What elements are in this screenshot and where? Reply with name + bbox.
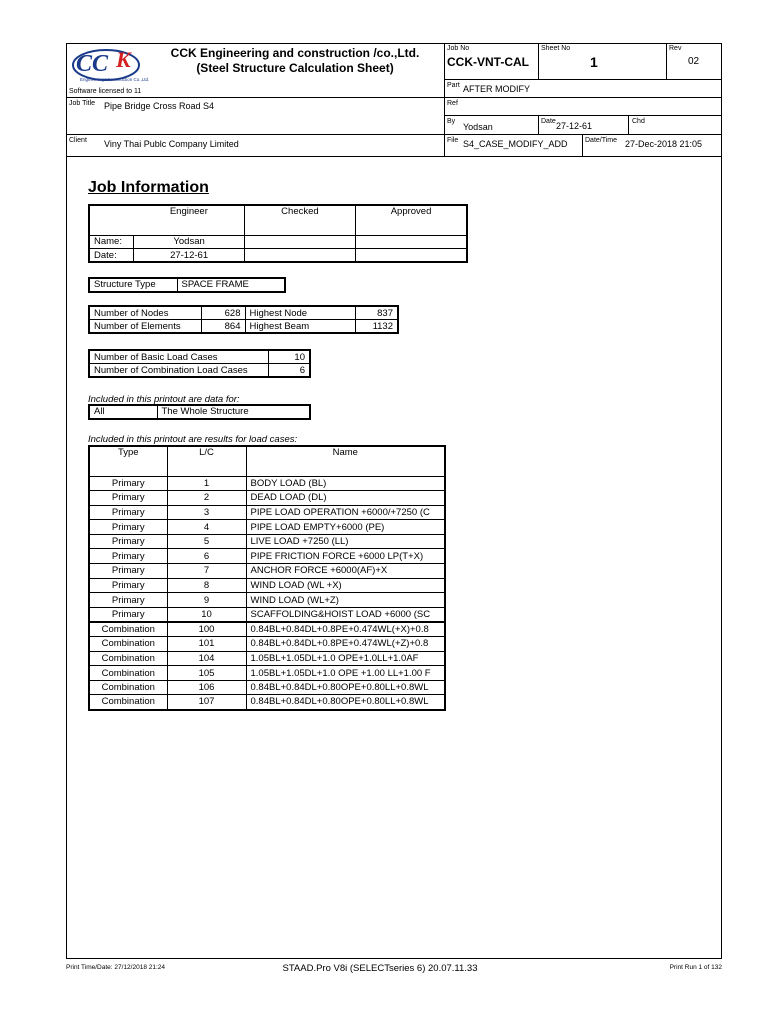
lc-type: Combination bbox=[89, 666, 167, 681]
lc-number: 101 bbox=[167, 637, 246, 652]
data-caption: Included in this printout are data for: bbox=[88, 394, 240, 405]
by: Yodsan bbox=[463, 122, 493, 132]
lc-name: 1.05BL+1.05DL+1.0 OPE +1.00 LL+1.00 F bbox=[246, 666, 445, 681]
table-row bbox=[89, 651, 445, 666]
by-label: By bbox=[447, 118, 456, 125]
lc-type: Combination bbox=[89, 680, 167, 695]
file-name: S4_CASE_MODIFY_ADD bbox=[463, 139, 568, 149]
lc-type: Primary bbox=[89, 491, 167, 506]
job-title: Pipe Bridge Cross Road S4 bbox=[104, 101, 215, 111]
lc-number: 100 bbox=[167, 622, 246, 637]
client-label: Client bbox=[69, 137, 87, 144]
job-info-table bbox=[88, 204, 468, 263]
header-divider bbox=[628, 115, 629, 134]
data-scope: All bbox=[89, 405, 157, 419]
approved-name bbox=[356, 235, 467, 249]
table-row bbox=[89, 534, 445, 549]
lc-number: 105 bbox=[167, 666, 246, 681]
highest-beam: 1132 bbox=[355, 320, 398, 334]
lc-number: 1 bbox=[167, 476, 246, 491]
lc-number: 9 bbox=[167, 593, 246, 608]
results-caption: Included in this printout are results for load cases: bbox=[88, 434, 298, 445]
data-description: The Whole Structure bbox=[157, 405, 310, 419]
table-row bbox=[89, 564, 445, 579]
lc-name: PIPE LOAD EMPTY+6000 (PE) bbox=[246, 520, 445, 535]
print-run: Print Run 1 of 132 bbox=[669, 964, 722, 971]
rev-label: Rev bbox=[669, 45, 682, 52]
load-cases-table bbox=[88, 445, 446, 711]
header-divider bbox=[444, 97, 722, 98]
lc-type: Primary bbox=[89, 476, 167, 491]
lc-type: Combination bbox=[89, 651, 167, 666]
part: AFTER MODIFY bbox=[463, 84, 530, 94]
datetime: 27-Dec-2018 21:05 bbox=[625, 139, 703, 149]
lc-number: 106 bbox=[167, 680, 246, 695]
lc-type: Primary bbox=[89, 534, 167, 549]
file-label: File bbox=[447, 137, 459, 144]
print-time: Print Time/Date: 27/12/2018 21:24 bbox=[66, 964, 166, 971]
job-no-label: Job No bbox=[447, 45, 470, 52]
structure-type: SPACE FRAME bbox=[177, 278, 285, 292]
sheet-no: 1 bbox=[590, 54, 598, 70]
header-divider bbox=[66, 134, 722, 135]
lc-type: Combination bbox=[89, 637, 167, 652]
lc-name: WIND LOAD (WL +X) bbox=[246, 578, 445, 593]
lc-type: Combination bbox=[89, 695, 167, 710]
logo-caption: Engineering&Construction Co.,Ltd. bbox=[80, 77, 150, 82]
lc-name: SCAFFOLDING&HOIST LOAD +6000 (SC bbox=[246, 607, 445, 622]
client: Viny Thai Publc Company Limited bbox=[104, 139, 239, 149]
table-row bbox=[89, 680, 445, 695]
row-label: Structure Type bbox=[89, 278, 177, 292]
table-row bbox=[89, 505, 445, 520]
header-divider bbox=[582, 134, 583, 156]
datetime-label: Date/Time bbox=[585, 137, 618, 144]
lc-name: LIVE LOAD +7250 (LL) bbox=[246, 534, 445, 549]
sheet-no-label: Sheet No bbox=[541, 45, 571, 52]
header-divider bbox=[538, 43, 539, 79]
lc-number: 6 bbox=[167, 549, 246, 564]
date-label: Date bbox=[541, 118, 556, 125]
checked-name bbox=[244, 235, 355, 249]
nodes-count: 628 bbox=[201, 306, 245, 320]
ref-label: Ref bbox=[447, 100, 458, 107]
job-no: CCK-VNT-CAL bbox=[447, 55, 529, 69]
column-header: Checked bbox=[244, 205, 355, 235]
row-label: Date: bbox=[89, 249, 134, 263]
highest-node: 837 bbox=[355, 306, 398, 320]
row-label: Name: bbox=[89, 235, 134, 249]
header-divider bbox=[666, 43, 667, 79]
lc-name: 0.84BL+0.84DL+0.80OPE+0.80LL+0.8WL bbox=[246, 680, 445, 695]
engineer-date: 27-12-61 bbox=[134, 249, 244, 263]
software-license: Software licensed to 11 bbox=[69, 88, 142, 95]
header-divider bbox=[444, 115, 722, 116]
lc-name: 0.84BL+0.84DL+0.8PE+0.474WL(+Z)+0.8 bbox=[246, 637, 445, 652]
nodes-elements-table bbox=[88, 305, 399, 334]
table-row bbox=[89, 549, 445, 564]
lc-number: 10 bbox=[167, 607, 246, 622]
table-row bbox=[89, 622, 445, 637]
header-divider bbox=[444, 43, 445, 156]
lc-type: Combination bbox=[89, 622, 167, 637]
row-label: Number of Combination Load Cases bbox=[89, 364, 268, 378]
lc-name: PIPE LOAD OPERATION +6000/+7250 (C bbox=[246, 505, 445, 520]
elements-count: 864 bbox=[201, 320, 245, 334]
lc-number: 107 bbox=[167, 695, 246, 710]
column-header: Engineer bbox=[134, 205, 244, 235]
chd-label: Chd bbox=[632, 118, 645, 125]
lc-number: 104 bbox=[167, 651, 246, 666]
lc-name: WIND LOAD (WL+Z) bbox=[246, 593, 445, 608]
column-header: L/C bbox=[167, 446, 246, 476]
job-title-label: Job Title bbox=[69, 100, 96, 107]
row-label: Number of Elements bbox=[89, 320, 201, 334]
svg-text:CC: CC bbox=[76, 51, 109, 77]
row-label: Number of Basic Load Cases bbox=[89, 350, 268, 364]
column-header: Approved bbox=[356, 205, 467, 235]
header-divider bbox=[538, 115, 539, 134]
table-row bbox=[89, 491, 445, 506]
program-version: STAAD.Pro V8i (SELECTseries 6) 20.07.11.33 bbox=[282, 963, 478, 974]
lc-number: 7 bbox=[167, 564, 246, 579]
rev: 02 bbox=[688, 56, 700, 67]
lc-name: PIPE FRICTION FORCE +6000 LP(T+X) bbox=[246, 549, 445, 564]
row-label: Number of Nodes bbox=[89, 306, 201, 320]
header-divider bbox=[66, 97, 444, 98]
column-header: Name bbox=[246, 446, 445, 476]
lc-name: BODY LOAD (BL) bbox=[246, 476, 445, 491]
table-cell bbox=[89, 205, 134, 235]
section-title: Job Information bbox=[88, 179, 209, 196]
lc-type: Primary bbox=[89, 578, 167, 593]
approved-date bbox=[356, 249, 467, 263]
table-row bbox=[89, 476, 445, 491]
checked-date bbox=[244, 249, 355, 263]
header-divider bbox=[444, 79, 722, 80]
lc-number: 4 bbox=[167, 520, 246, 535]
column-header: Type bbox=[89, 446, 167, 476]
part-label: Part bbox=[447, 82, 460, 89]
lc-number: 8 bbox=[167, 578, 246, 593]
lc-type: Primary bbox=[89, 549, 167, 564]
lc-number: 5 bbox=[167, 534, 246, 549]
lc-type: Primary bbox=[89, 520, 167, 535]
row-label: Highest Beam bbox=[245, 320, 355, 334]
table-row bbox=[89, 666, 445, 681]
table-row bbox=[89, 607, 445, 622]
lc-type: Primary bbox=[89, 607, 167, 622]
table-row bbox=[89, 695, 445, 710]
table-row bbox=[89, 578, 445, 593]
lc-number: 3 bbox=[167, 505, 246, 520]
lc-name: DEAD LOAD (DL) bbox=[246, 491, 445, 506]
table-row bbox=[89, 593, 445, 608]
header-divider bbox=[66, 156, 722, 157]
load-case-count-table bbox=[88, 349, 311, 378]
date: 27-12-61 bbox=[556, 121, 593, 131]
lc-name: 0.84BL+0.84DL+0.80OPE+0.80LL+0.8WL bbox=[246, 695, 445, 710]
lc-type: Primary bbox=[89, 593, 167, 608]
engineer-name: Yodsan bbox=[134, 235, 244, 249]
lc-name: ANCHOR FORCE +6000(AF)+X bbox=[246, 564, 445, 579]
lc-type: Primary bbox=[89, 505, 167, 520]
table-row bbox=[89, 637, 445, 652]
lc-name: 0.84BL+0.84DL+0.8PE+0.474WL(+X)+0.8 bbox=[246, 622, 445, 637]
structure-type-table bbox=[88, 277, 286, 293]
company-name: CCK Engineering and construction /co.,Ltd. bbox=[170, 46, 420, 60]
data-scope-table bbox=[88, 404, 311, 420]
row-label: Highest Node bbox=[245, 306, 355, 320]
svg-text:K: K bbox=[116, 47, 131, 72]
basic-lc-count: 10 bbox=[268, 350, 310, 364]
comb-lc-count: 6 bbox=[268, 364, 310, 378]
lc-type: Primary bbox=[89, 564, 167, 579]
table-row bbox=[89, 520, 445, 535]
sheet-subtitle: (Steel Structure Calculation Sheet) bbox=[196, 61, 394, 75]
lc-name: 1.05BL+1.05DL+1.0 OPE+1.0LL+1.0AF bbox=[246, 651, 445, 666]
lc-number: 2 bbox=[167, 491, 246, 506]
